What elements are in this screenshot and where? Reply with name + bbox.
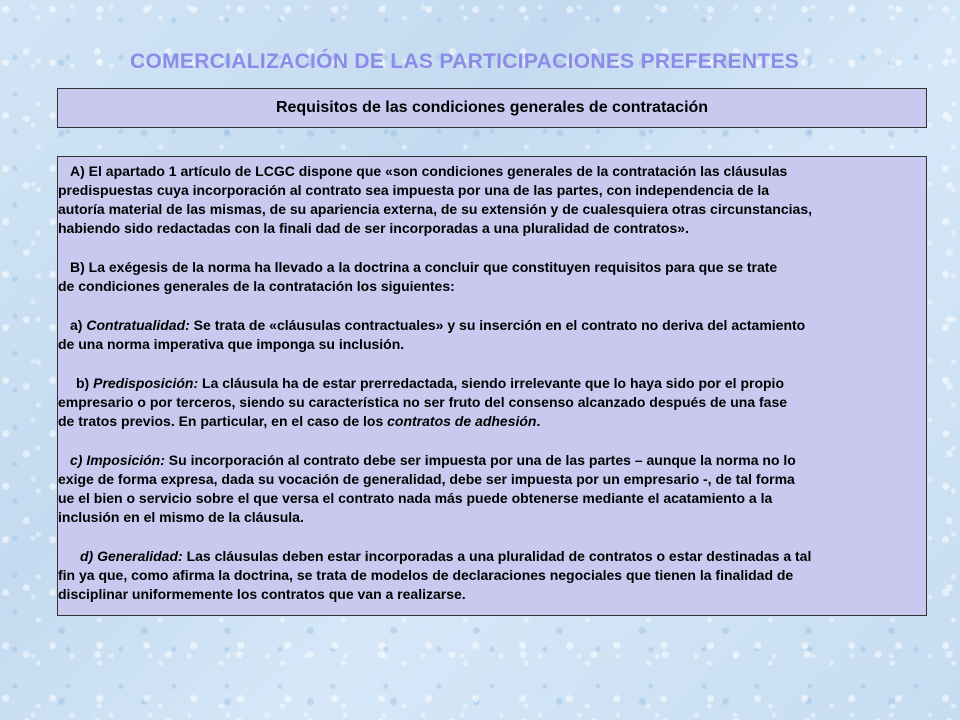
paragraph-predisposicion [58,374,926,431]
paragraph-line: inclusión en el mismo de la cláusula. [58,509,304,525]
paragraph-a-line: predispuestas cuya incorporación al contrato sea impuesta por una de las partes, con independencia de la [58,182,770,198]
paragraph-a-line: habiendo sido redactadas con la finali dad de ser incorporadas a una pluralidad de contratos». [58,220,689,236]
paragraph-imposicion [58,451,926,527]
paragraph-line [58,316,926,335]
paragraph-line: disciplinar uniformemente los contratos que van a realizarse. [58,586,466,602]
item-prefix: a) [70,317,87,333]
subtitle-box [57,88,927,128]
paragraph-line: de una norma imperativa que imponga su inclusión. [58,336,405,352]
item-text: de tratos previos. En particular, en el caso de los [58,413,388,429]
item-term: Predisposición: [93,375,199,391]
paragraph-a-line: autoría material de las mismas, de su apariencia externa, de su extensión y de cualesquiera otras circunstancias, [58,201,812,217]
page-title: COMERCIALIZACIÓN DE LAS PARTICIPACIONES PREFERENTES [130,50,800,73]
paragraph-line: empresario o por terceros, siendo su característica no ser fruto del consenso alcanzado después de una fase [58,394,788,410]
paragraph-b-line: de condiciones generales de la contratación los siguientes: [58,278,455,294]
paragraph-a-line: A) El apartado 1 artículo de LCGC dispone que «son condiciones generales de la contratación las cláusulas [70,163,788,179]
paragraph-contratualidad [58,316,926,354]
content-box [57,156,927,616]
paragraph-a [58,162,926,238]
paragraph-line [58,547,926,566]
item-text: Las cláusulas deben estar incorporadas a una pluralidad de contratos o estar destinadas a tal [182,548,812,564]
paragraph-line [58,451,926,470]
paragraph-generalidad [58,547,926,604]
item-term: c) Imposición: [70,452,165,468]
item-term: Contratualidad: [86,317,190,333]
item-term: d) Generalidad: [80,548,183,564]
item-text: La cláusula ha de estar prerredactada, siendo irrelevante que lo haya sido por el propio [198,375,784,391]
item-text: Se trata de «cláusulas contractuales» y su inserción en el contrato no deriva del actamiento [189,317,806,333]
paragraph-line [58,412,926,431]
paragraph-line: exige de forma expresa, dada su vocación de generalidad, debe ser impuesta por un empresario -, de tal forma [58,471,795,487]
paragraph-line: fin ya que, como afirma la doctrina, se trata de modelos de declaraciones negociales que tienen la finalidad de [58,567,794,583]
subtitle: Requisitos de las condiciones generales de contratación [275,99,709,116]
paragraph-line [58,374,926,393]
item-text: Su incorporación al contrato debe ser impuesta por una de las partes – aunque la norma no lo [164,452,796,468]
item-emphasis: contratos de adhesión [387,413,537,429]
item-prefix: b) [76,375,94,391]
paragraph-line: ue el bien o servicio sobre el que versa el contrato nada más puede obtenerse mediante el acatamiento a la [58,490,773,506]
paragraph-b-line: B) La exégesis de la norma ha llevado a la doctrina a concluir que constituyen requisitos para que se trate [70,259,778,275]
paragraph-b [58,258,926,296]
item-text: . [536,413,541,429]
